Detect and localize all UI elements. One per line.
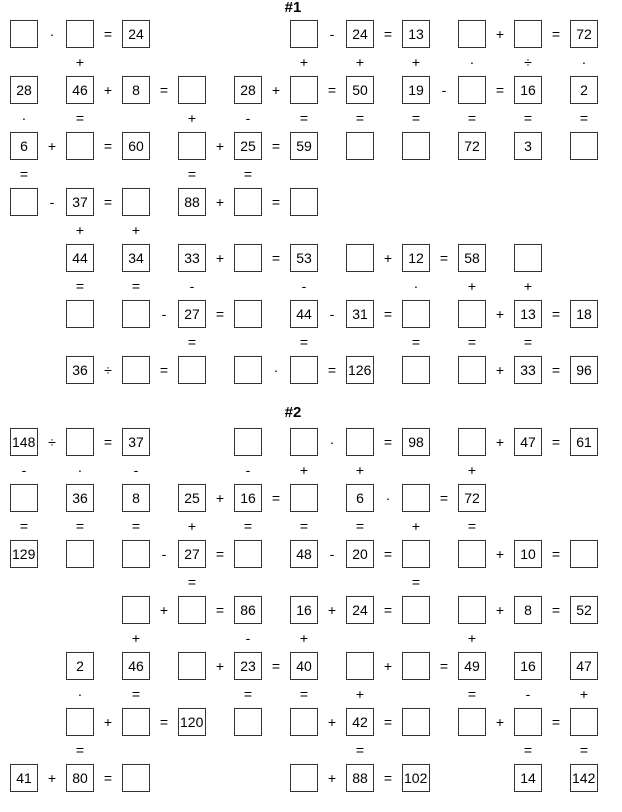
- given-number-cell: 52: [570, 596, 598, 624]
- operator-symbol: +: [75, 54, 85, 70]
- operator-symbol: +: [299, 54, 309, 70]
- operator-symbol: +: [47, 770, 57, 786]
- operator-symbol: =: [159, 362, 169, 378]
- given-number-cell: 16: [234, 484, 262, 512]
- operator-symbol: +: [495, 362, 505, 378]
- operator-symbol: =: [411, 574, 421, 590]
- answer-cell[interactable]: [122, 356, 150, 384]
- given-number-cell: 96: [570, 356, 598, 384]
- operator-symbol: ÷: [104, 362, 112, 378]
- operator-symbol: +: [467, 462, 477, 478]
- operator-symbol: +: [495, 306, 505, 322]
- operator-symbol: ·: [385, 490, 391, 506]
- given-number-cell: 16: [514, 652, 542, 680]
- answer-cell[interactable]: [514, 244, 542, 272]
- given-number-cell: 6: [346, 484, 374, 512]
- answer-cell[interactable]: [10, 20, 38, 48]
- answer-cell[interactable]: [290, 76, 318, 104]
- operator-symbol: ·: [581, 54, 587, 70]
- operator-symbol: =: [383, 26, 393, 42]
- operator-symbol: =: [187, 574, 197, 590]
- operator-symbol: =: [131, 518, 141, 534]
- given-number-cell: 36: [66, 356, 94, 384]
- operator-symbol: +: [299, 462, 309, 478]
- operator-symbol: +: [215, 658, 225, 674]
- answer-cell[interactable]: [402, 300, 430, 328]
- given-number-cell: 50: [346, 76, 374, 104]
- operator-symbol: +: [495, 26, 505, 42]
- answer-cell[interactable]: [346, 132, 374, 160]
- answer-cell[interactable]: [234, 244, 262, 272]
- operator-symbol: =: [439, 490, 449, 506]
- answer-cell[interactable]: [66, 708, 94, 736]
- answer-cell[interactable]: [234, 356, 262, 384]
- operator-symbol: +: [103, 714, 113, 730]
- answer-cell[interactable]: [66, 132, 94, 160]
- given-number-cell: 16: [290, 596, 318, 624]
- given-number-cell: 148: [10, 428, 38, 456]
- given-number-cell: 120: [178, 708, 206, 736]
- given-number-cell: 72: [570, 20, 598, 48]
- given-number-cell: 46: [122, 652, 150, 680]
- operator-symbol: =: [551, 362, 561, 378]
- answer-cell[interactable]: [234, 428, 262, 456]
- given-number-cell: 23: [234, 652, 262, 680]
- answer-cell[interactable]: [66, 300, 94, 328]
- answer-cell[interactable]: [122, 596, 150, 624]
- answer-cell[interactable]: [458, 428, 486, 456]
- answer-cell[interactable]: [66, 20, 94, 48]
- answer-cell[interactable]: [234, 540, 262, 568]
- operator-symbol: +: [411, 518, 421, 534]
- operator-symbol: =: [103, 770, 113, 786]
- operator-symbol: -: [189, 278, 195, 294]
- operator-symbol: +: [495, 714, 505, 730]
- answer-cell[interactable]: [402, 356, 430, 384]
- operator-symbol: ·: [49, 26, 55, 42]
- answer-cell[interactable]: [402, 596, 430, 624]
- operator-symbol: =: [131, 278, 141, 294]
- given-number-cell: 44: [290, 300, 318, 328]
- given-number-cell: 27: [178, 540, 206, 568]
- answer-cell[interactable]: [122, 188, 150, 216]
- operator-symbol: =: [271, 138, 281, 154]
- given-number-cell: 47: [570, 652, 598, 680]
- given-number-cell: 48: [290, 540, 318, 568]
- operator-symbol: +: [131, 222, 141, 238]
- given-number-cell: 25: [234, 132, 262, 160]
- operator-symbol: =: [383, 546, 393, 562]
- operator-symbol: =: [411, 110, 421, 126]
- given-number-cell: 24: [346, 20, 374, 48]
- answer-cell[interactable]: [570, 708, 598, 736]
- given-number-cell: 19: [402, 76, 430, 104]
- given-number-cell: 14: [514, 764, 542, 792]
- answer-cell[interactable]: [122, 708, 150, 736]
- answer-cell[interactable]: [402, 484, 430, 512]
- given-number-cell: 12: [402, 244, 430, 272]
- given-number-cell: 2: [570, 76, 598, 104]
- operator-symbol: =: [271, 194, 281, 210]
- given-number-cell: 31: [346, 300, 374, 328]
- operator-symbol: =: [327, 82, 337, 98]
- given-number-cell: 8: [122, 484, 150, 512]
- operator-symbol: =: [299, 334, 309, 350]
- answer-cell[interactable]: [570, 540, 598, 568]
- given-number-cell: 13: [402, 20, 430, 48]
- operator-symbol: =: [467, 110, 477, 126]
- operator-symbol: =: [355, 110, 365, 126]
- operator-symbol: +: [579, 686, 589, 702]
- answer-cell[interactable]: [178, 132, 206, 160]
- operator-symbol: =: [439, 250, 449, 266]
- answer-cell[interactable]: [290, 708, 318, 736]
- given-number-cell: 72: [458, 132, 486, 160]
- given-number-cell: 24: [346, 596, 374, 624]
- answer-cell[interactable]: [458, 20, 486, 48]
- operator-symbol: +: [327, 770, 337, 786]
- operator-symbol: =: [467, 518, 477, 534]
- given-number-cell: 28: [10, 76, 38, 104]
- given-number-cell: 53: [290, 244, 318, 272]
- given-number-cell: 2: [66, 652, 94, 680]
- operator-symbol: -: [161, 546, 167, 562]
- answer-cell[interactable]: [290, 428, 318, 456]
- answer-cell[interactable]: [178, 356, 206, 384]
- operator-symbol: =: [579, 742, 589, 758]
- operator-symbol: +: [215, 490, 225, 506]
- answer-cell[interactable]: [10, 484, 38, 512]
- answer-cell[interactable]: [346, 244, 374, 272]
- operator-symbol: =: [75, 742, 85, 758]
- operator-symbol: =: [439, 658, 449, 674]
- answer-cell[interactable]: [66, 428, 94, 456]
- given-number-cell: 46: [66, 76, 94, 104]
- operator-symbol: -: [329, 546, 335, 562]
- answer-cell[interactable]: [514, 708, 542, 736]
- operator-symbol: -: [329, 306, 335, 322]
- operator-symbol: +: [327, 602, 337, 618]
- answer-cell[interactable]: [458, 540, 486, 568]
- given-number-cell: 142: [570, 764, 598, 792]
- operator-symbol: ·: [77, 462, 83, 478]
- operator-symbol: -: [245, 462, 251, 478]
- operator-symbol: -: [301, 278, 307, 294]
- operator-symbol: -: [21, 462, 27, 478]
- answer-cell[interactable]: [458, 76, 486, 104]
- given-number-cell: 33: [514, 356, 542, 384]
- given-number-cell: 41: [10, 764, 38, 792]
- operator-symbol: +: [187, 110, 197, 126]
- operator-symbol: +: [523, 278, 533, 294]
- given-number-cell: 88: [346, 764, 374, 792]
- operator-symbol: +: [467, 630, 477, 646]
- given-number-cell: 37: [66, 188, 94, 216]
- given-number-cell: 129: [10, 540, 38, 568]
- operator-symbol: -: [525, 686, 531, 702]
- operator-symbol: ÷: [524, 54, 532, 70]
- operator-symbol: =: [523, 110, 533, 126]
- answer-cell[interactable]: [122, 300, 150, 328]
- given-number-cell: 36: [66, 484, 94, 512]
- operator-symbol: =: [187, 334, 197, 350]
- answer-cell[interactable]: [234, 708, 262, 736]
- answer-cell[interactable]: [122, 540, 150, 568]
- operator-symbol: +: [103, 82, 113, 98]
- operator-symbol: +: [75, 222, 85, 238]
- operator-symbol: ·: [413, 278, 419, 294]
- operator-symbol: =: [103, 194, 113, 210]
- operator-symbol: =: [75, 278, 85, 294]
- operator-symbol: =: [551, 602, 561, 618]
- answer-cell[interactable]: [122, 764, 150, 792]
- answer-cell[interactable]: [402, 708, 430, 736]
- given-number-cell: 18: [570, 300, 598, 328]
- operator-symbol: =: [551, 26, 561, 42]
- operator-symbol: +: [299, 630, 309, 646]
- operator-symbol: +: [131, 630, 141, 646]
- operator-symbol: +: [215, 194, 225, 210]
- given-number-cell: 10: [514, 540, 542, 568]
- operator-symbol: +: [187, 518, 197, 534]
- answer-cell[interactable]: [234, 188, 262, 216]
- operator-symbol: =: [103, 26, 113, 42]
- operator-symbol: =: [271, 490, 281, 506]
- answer-cell[interactable]: [346, 428, 374, 456]
- operator-symbol: =: [383, 434, 393, 450]
- operator-symbol: -: [441, 82, 447, 98]
- answer-cell[interactable]: [570, 132, 598, 160]
- given-number-cell: 72: [458, 484, 486, 512]
- answer-cell[interactable]: [458, 356, 486, 384]
- operator-symbol: ·: [469, 54, 475, 70]
- operator-symbol: =: [551, 434, 561, 450]
- operator-symbol: +: [355, 462, 365, 478]
- answer-cell[interactable]: [178, 652, 206, 680]
- given-number-cell: 34: [122, 244, 150, 272]
- operator-symbol: =: [19, 166, 29, 182]
- given-number-cell: 88: [178, 188, 206, 216]
- given-number-cell: 47: [514, 428, 542, 456]
- operator-symbol: =: [243, 518, 253, 534]
- operator-symbol: +: [355, 686, 365, 702]
- operator-symbol: =: [159, 82, 169, 98]
- operator-symbol: =: [523, 334, 533, 350]
- operator-symbol: =: [495, 82, 505, 98]
- operator-symbol: =: [103, 138, 113, 154]
- answer-cell[interactable]: [290, 484, 318, 512]
- operator-symbol: +: [495, 546, 505, 562]
- operator-symbol: =: [467, 686, 477, 702]
- given-number-cell: 60: [122, 132, 150, 160]
- given-number-cell: 25: [178, 484, 206, 512]
- puzzle-2-title: #2: [284, 404, 302, 421]
- given-number-cell: 126: [346, 356, 374, 384]
- operator-symbol: -: [49, 194, 55, 210]
- operator-symbol: =: [551, 714, 561, 730]
- given-number-cell: 59: [290, 132, 318, 160]
- operator-symbol: =: [187, 166, 197, 182]
- answer-cell[interactable]: [290, 764, 318, 792]
- operator-symbol: =: [75, 518, 85, 534]
- answer-cell[interactable]: [290, 20, 318, 48]
- operator-symbol: =: [75, 110, 85, 126]
- operator-symbol: =: [383, 602, 393, 618]
- operator-symbol: -: [245, 110, 251, 126]
- operator-symbol: +: [495, 602, 505, 618]
- given-number-cell: 20: [346, 540, 374, 568]
- answer-cell[interactable]: [290, 356, 318, 384]
- operator-symbol: +: [327, 714, 337, 730]
- operator-symbol: =: [411, 334, 421, 350]
- answer-cell[interactable]: [458, 300, 486, 328]
- given-number-cell: 37: [122, 428, 150, 456]
- operator-symbol: =: [467, 334, 477, 350]
- operator-symbol: =: [355, 742, 365, 758]
- answer-cell[interactable]: [402, 540, 430, 568]
- operator-symbol: -: [161, 306, 167, 322]
- operator-symbol: =: [327, 362, 337, 378]
- operator-symbol: =: [299, 686, 309, 702]
- given-number-cell: 98: [402, 428, 430, 456]
- answer-cell[interactable]: [178, 76, 206, 104]
- operator-symbol: =: [131, 686, 141, 702]
- given-number-cell: 61: [570, 428, 598, 456]
- answer-cell[interactable]: [346, 652, 374, 680]
- operator-symbol: =: [271, 250, 281, 266]
- given-number-cell: 44: [66, 244, 94, 272]
- answer-cell[interactable]: [66, 540, 94, 568]
- operator-symbol: -: [133, 462, 139, 478]
- operator-symbol: +: [383, 658, 393, 674]
- operator-symbol: +: [411, 54, 421, 70]
- operator-symbol: +: [215, 138, 225, 154]
- operator-symbol: =: [271, 658, 281, 674]
- operator-symbol: +: [215, 250, 225, 266]
- operator-symbol: -: [245, 630, 251, 646]
- given-number-cell: 80: [66, 764, 94, 792]
- given-number-cell: 40: [290, 652, 318, 680]
- given-number-cell: 49: [458, 652, 486, 680]
- answer-cell[interactable]: [178, 596, 206, 624]
- operator-symbol: =: [215, 546, 225, 562]
- given-number-cell: 16: [514, 76, 542, 104]
- answer-cell[interactable]: [402, 652, 430, 680]
- operator-symbol: =: [215, 602, 225, 618]
- operator-symbol: +: [159, 602, 169, 618]
- given-number-cell: 86: [234, 596, 262, 624]
- operator-symbol: =: [551, 306, 561, 322]
- puzzle-1-title: #1: [284, 0, 302, 16]
- operator-symbol: +: [47, 138, 57, 154]
- operator-symbol: +: [467, 278, 477, 294]
- answer-cell[interactable]: [234, 300, 262, 328]
- answer-cell[interactable]: [458, 708, 486, 736]
- operator-symbol: +: [271, 82, 281, 98]
- operator-symbol: +: [495, 434, 505, 450]
- operator-symbol: =: [299, 110, 309, 126]
- operator-symbol: +: [355, 54, 365, 70]
- given-number-cell: 58: [458, 244, 486, 272]
- given-number-cell: 24: [122, 20, 150, 48]
- operator-symbol: ÷: [48, 434, 56, 450]
- operator-symbol: ·: [329, 434, 335, 450]
- answer-cell[interactable]: [10, 188, 38, 216]
- answer-cell[interactable]: [402, 132, 430, 160]
- given-number-cell: 8: [514, 596, 542, 624]
- operator-symbol: =: [579, 110, 589, 126]
- operator-symbol: =: [215, 306, 225, 322]
- given-number-cell: 3: [514, 132, 542, 160]
- given-number-cell: 8: [122, 76, 150, 104]
- given-number-cell: 42: [346, 708, 374, 736]
- operator-symbol: =: [551, 546, 561, 562]
- operator-symbol: ·: [273, 362, 279, 378]
- answer-cell[interactable]: [458, 596, 486, 624]
- operator-symbol: =: [243, 686, 253, 702]
- operator-symbol: =: [383, 770, 393, 786]
- operator-symbol: =: [523, 742, 533, 758]
- answer-cell[interactable]: [290, 188, 318, 216]
- operator-symbol: =: [355, 518, 365, 534]
- operator-symbol: ·: [77, 686, 83, 702]
- operator-symbol: +: [383, 250, 393, 266]
- operator-symbol: -: [329, 26, 335, 42]
- given-number-cell: 27: [178, 300, 206, 328]
- operator-symbol: =: [103, 434, 113, 450]
- operator-symbol: =: [299, 518, 309, 534]
- operator-symbol: =: [243, 166, 253, 182]
- operator-symbol: =: [383, 714, 393, 730]
- operator-symbol: ·: [21, 110, 27, 126]
- answer-cell[interactable]: [514, 20, 542, 48]
- given-number-cell: 6: [10, 132, 38, 160]
- operator-symbol: =: [19, 518, 29, 534]
- given-number-cell: 33: [178, 244, 206, 272]
- operator-symbol: =: [159, 714, 169, 730]
- given-number-cell: 28: [234, 76, 262, 104]
- given-number-cell: 13: [514, 300, 542, 328]
- given-number-cell: 102: [402, 764, 430, 792]
- operator-symbol: =: [383, 306, 393, 322]
